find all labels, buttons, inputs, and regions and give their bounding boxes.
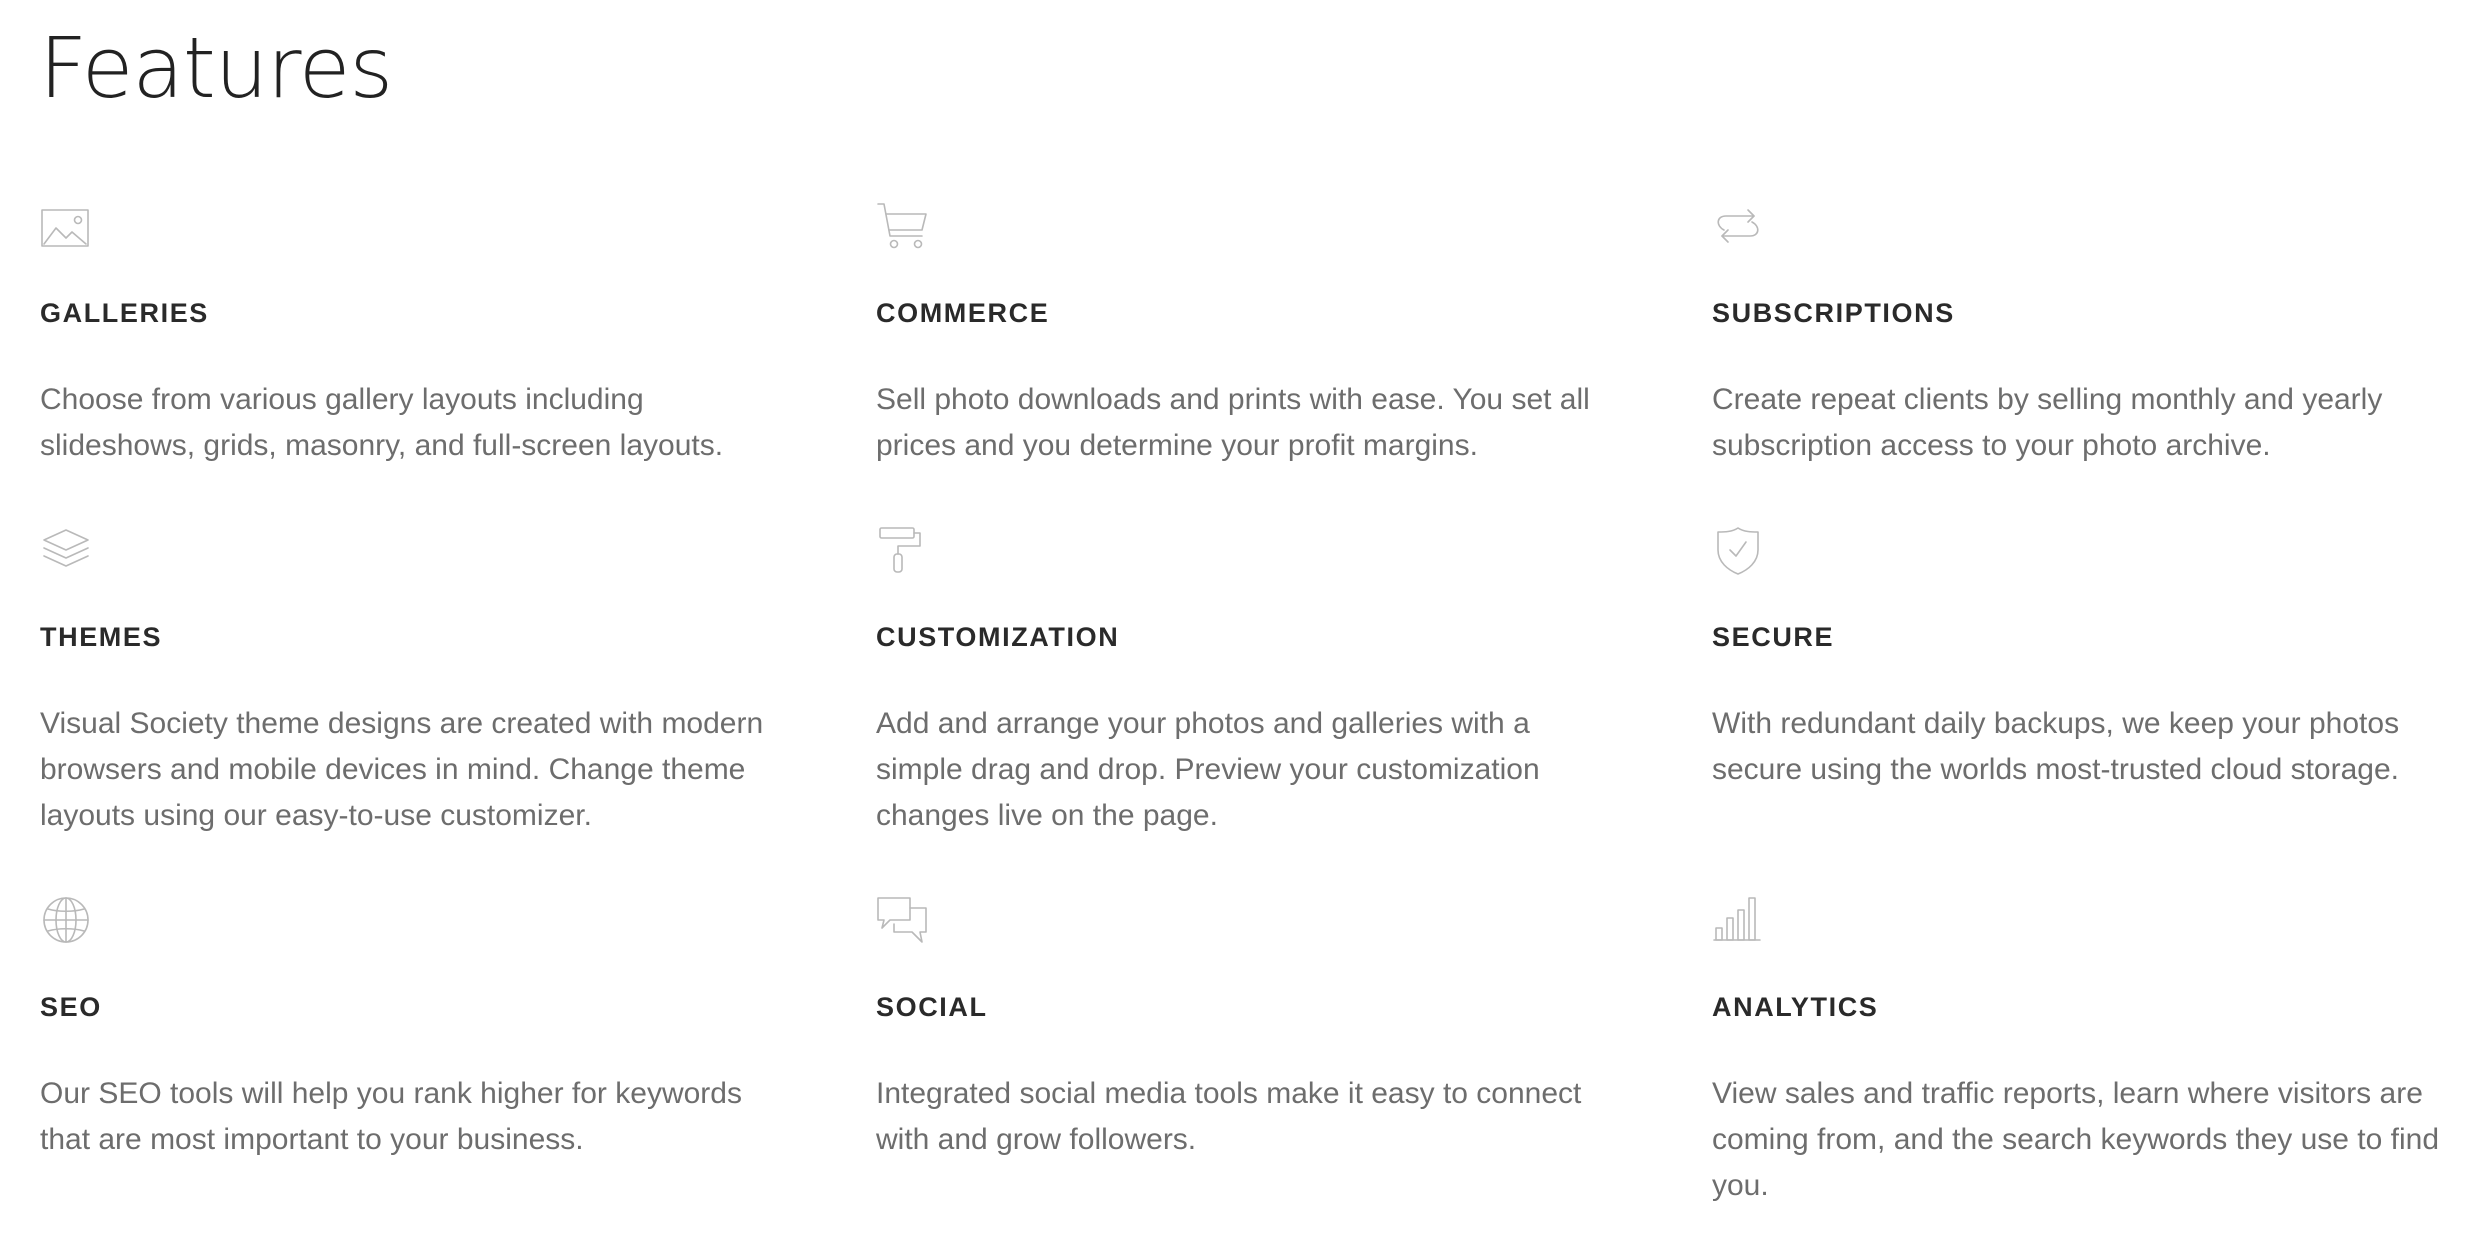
feature-description: Sell photo downloads and prints with ease. You set all prices and you determine your profit margins. [876,383,1590,462]
feature-seo [40,894,800,1194]
feature-social [876,894,1636,1194]
feature-themes [40,524,800,894]
feature-customization [876,524,1636,894]
feature-heading: GALLERIES [40,298,209,328]
paint-roller-icon [876,524,928,576]
feature-heading: SECURE [1712,622,1835,652]
feature-heading: ANALYTICS [1712,992,1879,1022]
feature-heading: CUSTOMIZATION [876,622,1120,652]
feature-description: Visual Society theme designs are created with modern browsers and mobile devices in mind. Change theme layouts using our easy-to-use customizer. [40,707,764,832]
feature-heading: SUBSCRIPTIONS [1712,298,1955,328]
feature-subscriptions [1712,200,2466,524]
chat-bubbles-icon [876,894,928,946]
feature-heading: THEMES [40,622,163,652]
feature-description: Our SEO tools will help you rank higher for keywords that are most important to your business. [40,1077,742,1156]
features-grid [40,200,2440,1202]
feature-heading: SEO [40,992,102,1022]
shield-check-icon [1712,524,1764,576]
page-title: Features [39,19,393,117]
feature-description: Choose from various gallery layouts including slideshows, grids, masonry, and full-screen layouts. [40,383,724,462]
feature-secure [1712,524,2466,894]
feature-description: Create repeat clients by selling monthly and yearly subscription access to your photo archive. [1712,383,2383,462]
layers-icon [40,524,92,576]
image-icon [40,200,92,252]
feature-commerce [876,200,1636,524]
cart-icon [876,200,928,252]
feature-analytics [1712,894,2466,1202]
feature-description: With redundant daily backups, we keep your photos secure using the worlds most-trusted cloud storage. [1712,707,2400,786]
repeat-icon [1712,200,1764,252]
feature-heading: COMMERCE [876,298,1050,328]
bar-chart-icon [1712,894,1764,946]
feature-heading: SOCIAL [876,992,988,1022]
feature-galleries [40,200,800,524]
feature-description: View sales and traffic reports, learn where visitors are coming from, and the search keywords they use to find you. [1712,1077,2440,1202]
feature-description: Add and arrange your photos and galleries with a simple drag and drop. Preview your customization changes live on the page. [876,707,1540,832]
feature-description: Integrated social media tools make it easy to connect with and grow followers. [876,1077,1582,1156]
globe-icon [40,894,92,946]
